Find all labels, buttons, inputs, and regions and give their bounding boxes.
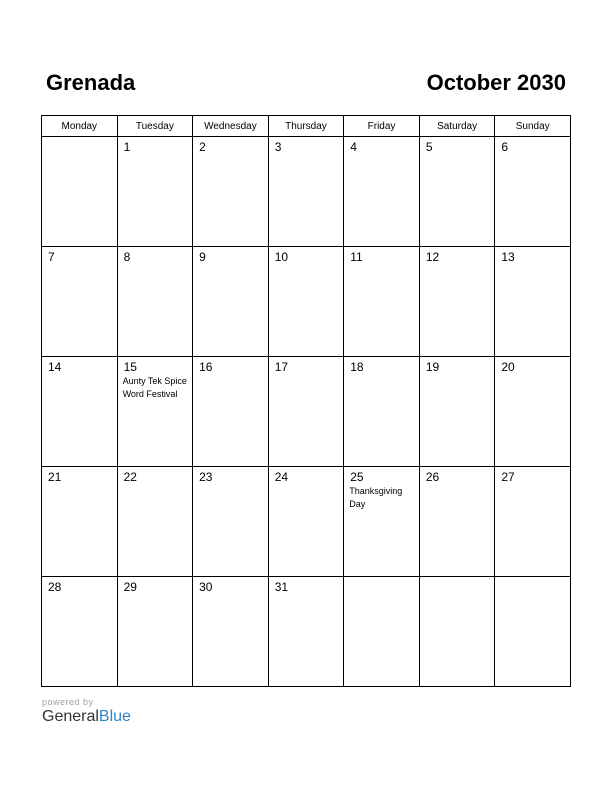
day-number: 3 xyxy=(274,140,282,154)
day-number: 20 xyxy=(501,360,515,374)
day-number: 22 xyxy=(123,470,137,484)
week-row xyxy=(42,577,571,687)
calendar-header xyxy=(46,70,566,100)
weekday-thursday: Thursday xyxy=(268,116,344,137)
day-number: 9 xyxy=(199,250,206,264)
day-cell xyxy=(344,247,420,357)
day-number: 6 xyxy=(501,140,509,154)
day-cell xyxy=(42,467,118,577)
day-cell xyxy=(268,577,344,687)
weekday-tuesday: Tuesday xyxy=(117,116,193,137)
holiday-label: Aunty Tek Spice Word Festival xyxy=(122,376,187,399)
day-number: 16 xyxy=(199,360,213,374)
day-cell xyxy=(42,247,118,357)
day-cell xyxy=(193,357,269,467)
month-year-title: October 2030 xyxy=(426,70,566,95)
day-number: 10 xyxy=(274,250,289,264)
day-cell xyxy=(344,577,420,687)
day-number: 15 xyxy=(123,360,137,374)
week-row xyxy=(42,357,571,467)
day-cell xyxy=(419,467,495,577)
day-number: 8 xyxy=(123,250,131,264)
day-number: 24 xyxy=(274,470,289,484)
week-row xyxy=(42,247,571,357)
brand-blue: Blue xyxy=(98,708,131,725)
footer xyxy=(42,697,131,726)
day-cell xyxy=(268,357,344,467)
day-number: 11 xyxy=(350,250,363,264)
weekday-monday: Monday xyxy=(42,116,118,137)
day-cell xyxy=(495,137,571,247)
day-number: 7 xyxy=(48,250,55,264)
country-title: Grenada xyxy=(46,70,136,95)
day-number: 28 xyxy=(48,580,62,594)
day-cell xyxy=(193,467,269,577)
day-cell xyxy=(268,247,344,357)
day-number: 4 xyxy=(350,140,357,154)
day-number: 13 xyxy=(501,250,515,264)
day-cell xyxy=(495,577,571,687)
day-cell xyxy=(117,357,193,467)
day-cell xyxy=(42,577,118,687)
weekday-friday: Friday xyxy=(344,116,420,137)
day-number: 25 xyxy=(350,470,364,484)
day-number: 27 xyxy=(501,470,515,484)
weekday-header-row xyxy=(42,116,571,137)
day-number: 30 xyxy=(199,580,213,594)
day-cell xyxy=(268,467,344,577)
day-cell xyxy=(268,137,344,247)
day-cell xyxy=(495,467,571,577)
day-number: 21 xyxy=(48,470,62,484)
day-cell xyxy=(117,137,193,247)
day-cell xyxy=(193,247,269,357)
day-cell xyxy=(419,577,495,687)
day-number: 2 xyxy=(199,140,206,154)
holiday-label: Thanksgiving Day xyxy=(349,486,403,509)
brand-general: General xyxy=(42,708,99,725)
day-cell xyxy=(42,357,118,467)
brand-logo xyxy=(42,708,131,726)
day-number: 18 xyxy=(350,360,364,374)
day-cell xyxy=(117,577,193,687)
day-cell xyxy=(344,357,420,467)
day-number: 29 xyxy=(123,580,137,594)
day-cell xyxy=(344,137,420,247)
weekday-wednesday: Wednesday xyxy=(193,116,269,137)
day-cell xyxy=(495,247,571,357)
day-cell xyxy=(193,137,269,247)
day-cell xyxy=(117,247,193,357)
day-number: 19 xyxy=(425,360,440,374)
day-number: 31 xyxy=(274,580,289,594)
day-cell xyxy=(419,357,495,467)
week-row xyxy=(42,137,571,247)
day-cell xyxy=(495,357,571,467)
day-cell xyxy=(419,137,495,247)
day-cell xyxy=(344,467,420,577)
weekday-saturday: Saturday xyxy=(419,116,495,137)
day-number: 17 xyxy=(274,360,289,374)
day-number: 14 xyxy=(48,360,62,374)
powered-by-text: powered by xyxy=(42,697,94,707)
day-number: 26 xyxy=(425,470,440,484)
day-number: 5 xyxy=(425,140,433,154)
day-cell xyxy=(42,137,118,247)
day-number: 1 xyxy=(123,140,131,154)
weekday-sunday: Sunday xyxy=(495,116,571,137)
day-cell xyxy=(117,467,193,577)
day-number: 23 xyxy=(199,470,213,484)
week-row xyxy=(42,467,571,577)
day-cell xyxy=(419,247,495,357)
calendar-grid xyxy=(41,115,571,687)
day-cell xyxy=(193,577,269,687)
day-number: 12 xyxy=(425,250,440,264)
